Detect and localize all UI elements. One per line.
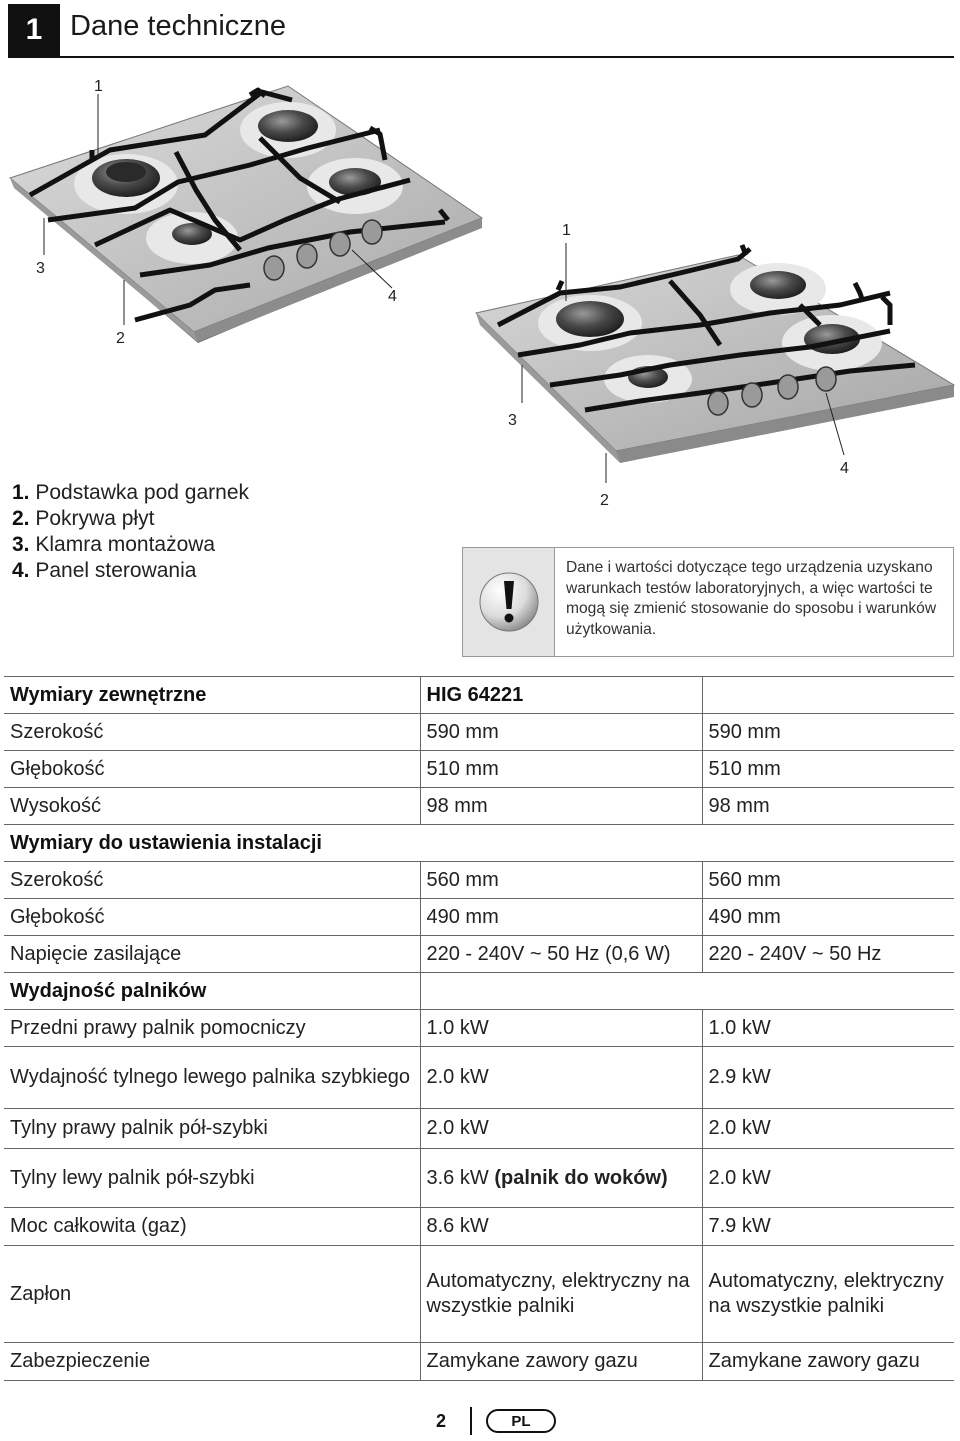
model-name: HIG 64221: [420, 677, 702, 714]
callout-1-fig2: 1: [562, 222, 571, 239]
table-row: Szerokość 590 mm 590 mm: [4, 714, 954, 751]
callout-3-fig2: 3: [508, 412, 517, 429]
parts-legend: [12, 480, 249, 584]
table-row: Przedni prawy palnik pomocniczy 1.0 kW 1.0 kW: [4, 1010, 954, 1047]
legend-item: 1. Podstawka pod garnek: [12, 481, 249, 504]
callout-2-fig2: 2: [600, 492, 609, 509]
hob-illustration-1: [0, 60, 500, 360]
section-heading: Wymiary do ustawienia instalacji: [4, 825, 954, 862]
table-row: Głębokość 490 mm 490 mm: [4, 899, 954, 936]
language-badge: PL: [486, 1409, 556, 1433]
chapter-number: 1: [8, 4, 60, 56]
table-row: Szerokość 560 mm 560 mm: [4, 862, 954, 899]
section-heading: Wydajność palników: [4, 973, 420, 1010]
callout-3-fig1: 3: [36, 260, 45, 277]
table-section-row: [4, 973, 954, 1010]
notice-text: Dane i wartości dotyczące tego urządzenia uzyskano warunkach testów laboratoryjnych, a więc wartości te mogą się zmienić stosowanie do sposobu i warunków użytkowania.: [566, 559, 937, 638]
table-row: Moc całkowita (gaz) 8.6 kW 7.9 kW: [4, 1208, 954, 1246]
callout-2-fig1: 2: [116, 330, 125, 347]
table-row: Tylny lewy palnik pół-szybki 3.6 kW (palnik do woków) 2.0 kW: [4, 1149, 954, 1208]
model-name-2: [702, 677, 954, 714]
page-footer: [436, 1406, 556, 1436]
page-header: [8, 4, 954, 56]
table-row: Napięcie zasilające 220 - 240V ~ 50 Hz (0,6 W) 220 - 240V ~ 50 Hz: [4, 936, 954, 973]
table-row: Głębokość 510 mm 510 mm: [4, 751, 954, 788]
callout-4-fig2: 4: [840, 460, 849, 477]
warning-icon: [463, 548, 555, 656]
table-row: Wydajność tylnego lewego palnika szybkiego 2.0 kW 2.9 kW: [4, 1047, 954, 1109]
notice-box: [462, 547, 954, 657]
table-row: Zapłon Automatyczny, elektryczny na wszystkie palniki Automatyczny, elektryczny na wszystkie palniki: [4, 1246, 954, 1343]
spec-table: [4, 676, 954, 1381]
hob-illustration-2: [470, 215, 960, 485]
callout-4-fig1: 4: [388, 288, 397, 305]
footer-divider: [470, 1407, 472, 1435]
page-title: Dane techniczne: [70, 10, 287, 42]
header-rule: [8, 56, 954, 58]
table-row: Zabezpieczenie Zamykane zawory gazu Zamykane zawory gazu: [4, 1343, 954, 1381]
legend-item: 4. Panel sterowania: [12, 559, 197, 582]
table-section-row: [4, 825, 954, 862]
legend-item: 2. Pokrywa płyt: [12, 507, 155, 530]
callout-1-fig1: 1: [94, 78, 103, 95]
table-row: Wysokość 98 mm 98 mm: [4, 788, 954, 825]
table-header-label: Wymiary zewnętrzne: [4, 677, 420, 714]
legend-item: 3. Klamra montażowa: [12, 533, 216, 556]
table-header-row: [4, 677, 954, 714]
page-number: 2: [436, 1410, 447, 1431]
table-row: Tylny prawy palnik pół-szybki 2.0 kW 2.0 kW: [4, 1109, 954, 1149]
